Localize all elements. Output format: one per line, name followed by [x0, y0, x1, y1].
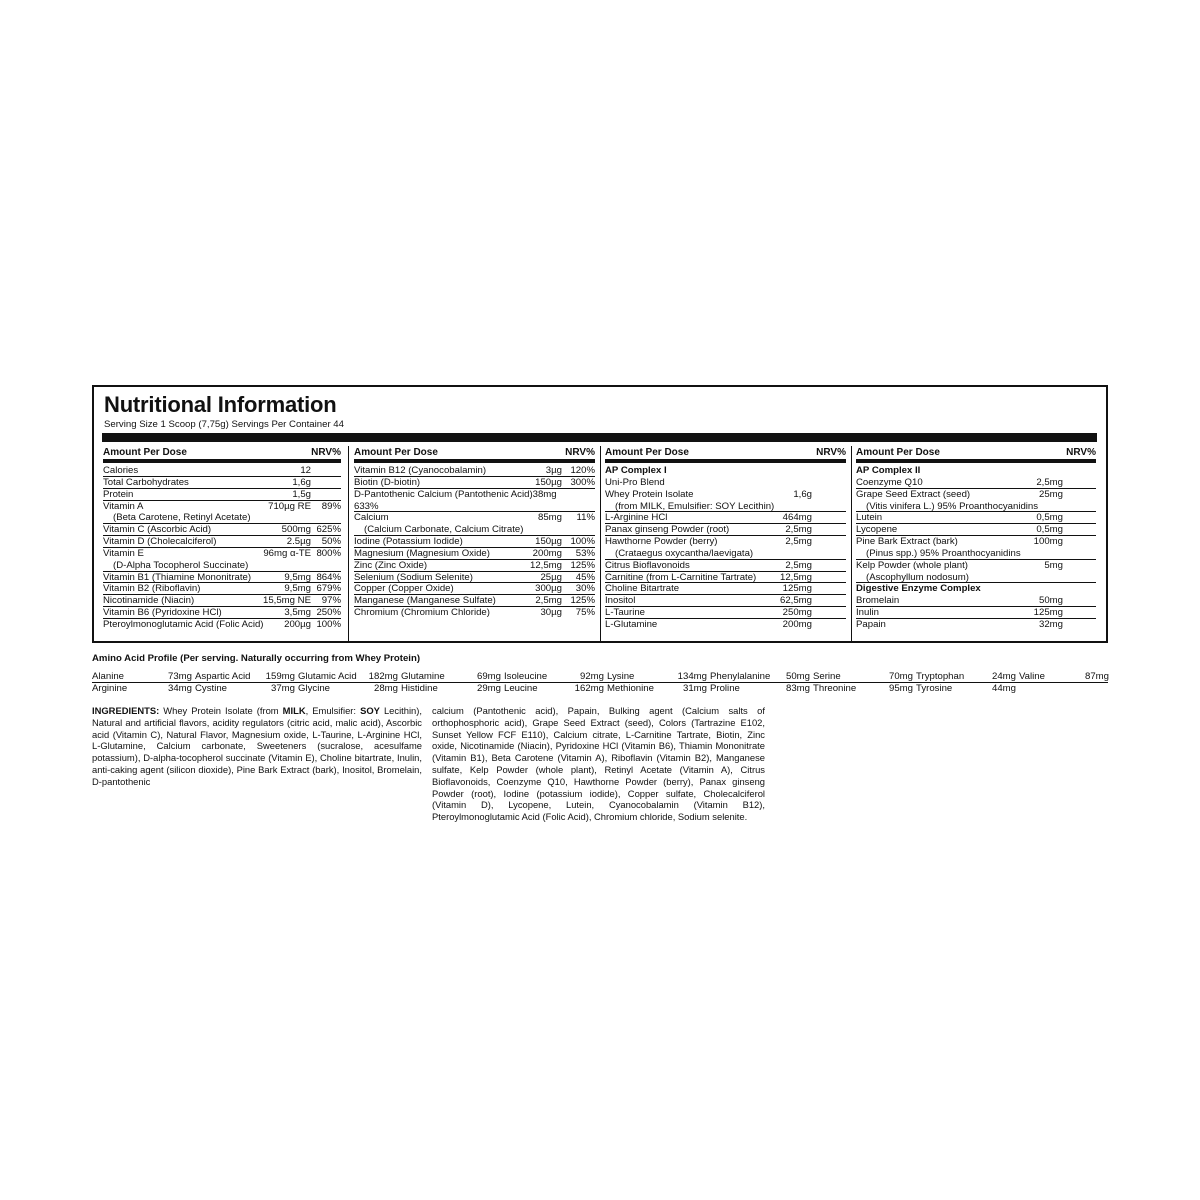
nutrient-name: Carnitine (from L-Carnitine Tartrate): [605, 571, 757, 583]
amino-acid-amount: 83mg: [786, 683, 810, 694]
amino-acid-cell: [401, 671, 504, 682]
ingredients-label: INGREDIENTS:: [92, 705, 160, 716]
amino-acid-name: Phenylalanine: [710, 671, 771, 682]
nutrient-name: (D-Alpha Tocopherol Succinate): [113, 559, 249, 571]
amino-acid-name: Proline: [710, 683, 740, 694]
amino-acid-cell: [92, 671, 195, 682]
nutrient-name: L-Taurine: [605, 607, 645, 619]
nutrient-name: (Ascophyllum nodosum): [866, 571, 969, 583]
nutrient-name: Copper (Copper Oxide): [354, 583, 454, 595]
nutrient-amount: 710µg RE: [268, 500, 311, 512]
nutrient-amount: 2,5mg: [785, 536, 812, 548]
amino-acid-cell: [916, 683, 1019, 694]
nutrient-row: [103, 619, 341, 631]
nutrient-row: [856, 501, 1096, 513]
nutrient-nrv: 53%: [575, 547, 595, 559]
amino-acid-amount: 182mg: [368, 671, 398, 682]
nutrient-nrv: 800%: [316, 547, 341, 559]
column-vitamins: [103, 446, 341, 631]
nutrient-name: Papain: [856, 618, 886, 630]
nutrient-nrv: 864%: [316, 571, 341, 583]
nutrient-name: Vitamin B1 (Thiamine Mononitrate): [103, 571, 252, 583]
amino-acid-name: Glutamic Acid: [298, 671, 357, 682]
nutrient-amount: 150µg: [535, 536, 562, 548]
nutrient-row: [354, 560, 595, 572]
amino-acid-amount: 92mg: [580, 671, 604, 682]
nutrient-name: (Pinus spp.) 95% Proanthocyanidins: [866, 547, 1021, 559]
nutrient-name: L-Arginine HCl: [605, 512, 668, 524]
nutrient-name: Vitamin D (Cholecalciferol): [103, 536, 217, 548]
nutrient-row: [103, 560, 341, 572]
nutrient-amount: 2,5mg: [1036, 476, 1063, 488]
nutrient-row: [605, 595, 846, 607]
column-divider: [600, 446, 601, 642]
nutrient-amount: 12: [300, 465, 311, 476]
nutrient-row: [856, 536, 1096, 548]
nutrient-amount: 0,5mg: [1036, 524, 1063, 536]
nutrient-amount: 1,6g: [292, 476, 311, 488]
amino-acid-name: Isoleucine: [504, 671, 548, 682]
nutrient-nrv: 11%: [576, 512, 595, 524]
nutrient-row: [856, 560, 1096, 572]
nutrient-amount: 9,5mg: [284, 571, 311, 583]
nutrient-amount: 3,5mg: [284, 607, 311, 619]
nutrient-nrv: 625%: [316, 524, 341, 536]
nutrient-nrv: 300%: [570, 476, 595, 488]
amino-acid-cell: [916, 671, 1019, 682]
nutrient-amount: 250mg: [782, 607, 812, 619]
nutrient-nrv: 50%: [321, 536, 341, 548]
amino-acid-cell: [607, 671, 710, 682]
nutrient-amount: 32mg: [1039, 618, 1063, 630]
nutrient-name: Inositol: [605, 595, 636, 607]
nutrient-row: [605, 572, 846, 584]
amino-acid-name: Methionine: [607, 683, 654, 694]
nutrient-amount: 0,5mg: [1036, 512, 1063, 524]
amino-acid-name: Serine: [813, 671, 841, 682]
nutrient-row: [605, 619, 846, 631]
nutrient-name: Vitamin E: [103, 547, 144, 559]
nutrient-row: [856, 619, 1096, 631]
nutrient-name: Citrus Bioflavonoids: [605, 559, 690, 571]
nutrient-name: Vitamin A: [103, 500, 144, 512]
nutrient-amount: 25mg: [1039, 488, 1063, 500]
column-divider: [851, 446, 852, 642]
nutrient-name: Panax ginseng Powder (root): [605, 524, 730, 536]
nutrient-row: [605, 536, 846, 548]
allergen-soy: SOY: [360, 705, 380, 716]
nutrient-row: [354, 489, 595, 501]
nutrient-row: [354, 595, 595, 607]
amino-acid-cell: [607, 683, 710, 694]
nutrient-amount: 300µg: [535, 583, 562, 595]
nutrient-amount: 12,5mg: [530, 559, 562, 571]
nutrient-amount: 15,5mg NE: [263, 595, 311, 607]
nutrient-name: 633%: [354, 500, 379, 512]
nutrient-nrv: 125%: [570, 559, 595, 571]
allergen-milk: MILK: [282, 705, 306, 716]
header-amount: Amount Per Dose: [856, 447, 940, 458]
nutrient-name: Biotin (D-biotin): [354, 476, 421, 488]
nutrient-row: [354, 512, 595, 524]
column-header: [354, 446, 595, 463]
nutrient-row: [103, 477, 341, 489]
amino-acid-cell: [195, 683, 298, 694]
nutrient-name: (Vitis vinifera L.) 95% Proanthocyanidins: [866, 500, 1039, 512]
amino-acid-row: [92, 683, 1108, 695]
nutrient-amount: 62,5mg: [780, 595, 812, 607]
nutrient-name: D-Pantothenic Calcium (Pantothenic Acid)38mg: [354, 488, 557, 500]
amino-acid-amount: 24mg: [992, 671, 1016, 682]
amino-acid-cell: [401, 683, 504, 694]
nutrient-name: Grape Seed Extract (seed): [856, 488, 971, 500]
nutrient-row: [856, 548, 1096, 560]
nutrient-nrv: 100%: [316, 618, 341, 630]
amino-acid-name: Valine: [1019, 671, 1045, 682]
amino-acid-name: Aspartic Acid: [195, 671, 251, 682]
nutrient-name: Selenium (Sodium Selenite): [354, 571, 473, 583]
nutrient-row: [605, 489, 846, 501]
amino-acid-cell: [1019, 671, 1112, 682]
page-title: Nutritional Information: [104, 392, 337, 417]
nutrient-nrv: 75%: [575, 607, 595, 619]
nutrient-row: [856, 583, 1096, 595]
nutrient-amount: 200mg: [782, 618, 812, 630]
nutrient-name: Nicotinamide (Niacin): [103, 595, 195, 607]
nutrient-row: [605, 501, 846, 513]
amino-acid-amount: 73mg: [168, 671, 192, 682]
nutrient-name: Chromium (Chromium Chloride): [354, 607, 490, 619]
amino-acid-name: Glutamine: [401, 671, 445, 682]
nutrient-name: Coenzyme Q10: [856, 476, 923, 488]
nutrient-nrv: 89%: [321, 500, 341, 512]
nutrient-amount: 2,5mg: [535, 595, 562, 607]
nutrient-nrv: 45%: [575, 571, 595, 583]
amino-acid-row: [92, 671, 1108, 683]
nutrient-name: (Beta Carotene, Retinyl Acetate): [113, 512, 251, 524]
header-amount: Amount Per Dose: [605, 447, 689, 458]
ingredients-left: [92, 705, 422, 788]
header-nrv: NRV%: [565, 447, 595, 458]
nutrient-name: Iodine (Potassium Iodide): [354, 536, 463, 548]
nutrient-row: [103, 548, 341, 560]
nutrient-row: [605, 548, 846, 560]
amino-acid-name: Cystine: [195, 683, 227, 694]
nutrient-name: Calcium: [354, 512, 389, 524]
nutrient-name: Hawthorne Powder (berry): [605, 536, 718, 548]
nutrient-amount: 125mg: [1033, 607, 1063, 619]
nutrient-row: [856, 524, 1096, 536]
amino-acid-amount: 95mg: [889, 683, 913, 694]
amino-acid-name: Tyrosine: [916, 683, 953, 694]
nutrient-amount: 50mg: [1039, 595, 1063, 607]
nutrient-row: [605, 607, 846, 619]
amino-acid-amount: 34mg: [168, 683, 192, 694]
amino-acid-cell: [298, 683, 401, 694]
nutrient-row: [354, 572, 595, 584]
nutrient-name: (Calcium Carbonate, Calcium Citrate): [364, 524, 524, 536]
nutrient-name: Uni-Pro Blend: [605, 476, 665, 488]
amino-acid-name: Lysine: [607, 671, 635, 682]
amino-acid-amount: 70mg: [889, 671, 913, 682]
column-ap-complex-2: [856, 446, 1096, 631]
nutrient-row: [103, 501, 341, 513]
amino-acid-name: Leucine: [504, 683, 538, 694]
amino-acid-cell: [710, 671, 813, 682]
nutrient-name: Total Carbohydrates: [103, 476, 189, 488]
nutrient-amount: 9,5mg: [284, 583, 311, 595]
header-nrv: NRV%: [1066, 447, 1096, 458]
nutrient-amount: 200µg: [284, 618, 311, 630]
nutrient-name: Manganese (Manganese Sulfate): [354, 595, 496, 607]
nutrient-name: Zinc (Zinc Oxide): [354, 559, 428, 571]
nutrient-amount: 464mg: [782, 512, 812, 524]
nutrient-row: [103, 607, 341, 619]
column-header: [605, 446, 846, 463]
nutrient-row: [103, 595, 341, 607]
nutrient-name: Kelp Powder (whole plant): [856, 559, 968, 571]
nutrient-amount: 1,6g: [793, 488, 812, 500]
header-nrv: NRV%: [816, 447, 846, 458]
header-amount: Amount Per Dose: [354, 447, 438, 458]
header-nrv: NRV%: [311, 447, 341, 458]
nutrient-name: (from MILK, Emulsifier: SOY Lecithin): [615, 500, 775, 512]
nutrient-nrv: 97%: [321, 595, 341, 607]
amino-acid-amount: 37mg: [271, 683, 295, 694]
nutrient-amount: 2,5mg: [785, 524, 812, 536]
nutrient-row: [103, 512, 341, 524]
nutrient-row: [354, 501, 595, 513]
nutrient-name: Vitamin B12 (Cyanocobalamin): [354, 465, 487, 476]
nutrient-amount: 25µg: [540, 571, 562, 583]
nutrient-row: [354, 477, 595, 489]
ingredients-text: Lecithin), Natural and artificial flavors, acidity regulators (citric acid, malic acid), Ascorbic acid (Vitamin C), Natural Flavor, Magnesium oxide, L-Taurine, L-Arginine HCl, L-Glutamine, Calcium carbonate, Sweeteners (sucralose, acesulfame potassium), D-alpha-tocopherol succinate (Vitamin E), Choline bitartrate, Inulin, anti-caking agent (silicon dioxide), Pine Bark Extract (bark), Inositol, Bromelain, D-pantothenic: [92, 705, 422, 787]
nutrient-row: [605, 583, 846, 595]
column-header: [103, 446, 341, 463]
nutrient-row: [354, 583, 595, 595]
amino-acid-cell: [504, 683, 607, 694]
nutrient-nrv: 125%: [570, 595, 595, 607]
nutrient-amount: 150µg: [535, 476, 562, 488]
amino-acid-name: Glycine: [298, 683, 330, 694]
nutrient-name: (Crataegus oxycantha/laevigata): [615, 547, 754, 559]
column-minerals: [354, 446, 595, 619]
column-divider: [348, 446, 349, 642]
nutrient-name: Pteroylmonoglutamic Acid (Folic Acid): [103, 618, 264, 630]
amino-acid-cell: [813, 671, 916, 682]
amino-acid-amount: 162mg: [574, 683, 604, 694]
nutrient-name: Choline Bitartrate: [605, 583, 680, 595]
nutrient-name: AP Complex II: [856, 465, 921, 476]
nutrient-row: [856, 465, 1096, 477]
nutrient-name: Pine Bark Extract (bark): [856, 536, 958, 548]
nutrient-row: [605, 465, 846, 477]
nutrient-row: [103, 489, 341, 501]
nutrient-nrv: 250%: [316, 607, 341, 619]
nutrient-name: Digestive Enzyme Complex: [856, 583, 981, 595]
nutrient-amount: 85mg: [538, 512, 562, 524]
ingredients-text: Whey Protein Isolate (from: [159, 705, 283, 716]
amino-acid-amount: 134mg: [677, 671, 707, 682]
nutrient-row: [605, 512, 846, 524]
nutrient-row: [605, 560, 846, 572]
amino-acid-name: Threonine: [813, 683, 857, 694]
nutrient-amount: 1,5g: [292, 488, 311, 500]
nutrient-amount: 96mg α-TE: [263, 547, 311, 559]
header-divider: [102, 433, 1097, 442]
nutrient-amount: 500mg: [281, 524, 311, 536]
amino-acid-cell: [710, 683, 813, 694]
amino-acid-amount: 29mg: [477, 683, 501, 694]
nutrient-amount: 100mg: [1033, 536, 1063, 548]
serving-info: Serving Size 1 Scoop (7,75g) Servings Per Container 44: [104, 419, 344, 430]
nutrient-name: AP Complex I: [605, 465, 667, 476]
nutrient-row: [103, 465, 341, 477]
nutrient-row: [856, 595, 1096, 607]
nutrient-name: Inulin: [856, 607, 879, 619]
nutrient-row: [354, 548, 595, 560]
ingredients-text: calcium (Pantothenic acid), Papain, Bulking agent (Calcium salts of orthophosphoric acid), Grape Seed Extract (seed), Colors (Tartrazine E102, Sunset Yellow FCF E110), Calcium citrate, L-Carnitine Tartrate, Biotin, Zinc oxide, Nicotinamide (Niacin), Pyridoxine HCl (Vitamin B6), Thiamin Mononitrate (Vitamin B1), Beta Carotene (Vitamin A), Riboflavin (Vitamin B2), Manganese sulfate, Kelp Powder (whole plant), Retinyl Acetate (Vitamin A), Citrus Bioflavonoids, Coenzyme Q10, Hawthorne Powder (berry), Panax ginseng Powder (root), Iodine (potassium iodide), Copper sulfate, Cholecalciferol (Vitamin D), Lycopene, Lutein, Cyanocobalamin (Vitamin B12), Pteroylmonoglutamic Acid (Folic Acid), Chromium chloride, Sodium selenite.: [432, 705, 765, 823]
nutrient-nrv: 120%: [570, 465, 595, 476]
nutrient-name: Lycopene: [856, 524, 898, 536]
nutrient-name: Calories: [103, 465, 139, 476]
amino-acid-cell: [813, 683, 916, 694]
amino-acid-amount: 44mg: [992, 683, 1016, 694]
nutrient-name: L-Glutamine: [605, 618, 658, 630]
nutrient-row: [103, 583, 341, 595]
amino-acid-amount: 50mg: [786, 671, 810, 682]
nutrient-nrv: 100%: [570, 536, 595, 548]
nutrient-amount: 125mg: [782, 583, 812, 595]
nutrient-name: Magnesium (Magnesium Oxide): [354, 547, 490, 559]
nutrient-amount: 2,5mg: [785, 559, 812, 571]
nutrient-name: Whey Protein Isolate: [605, 488, 694, 500]
amino-acid-amount: 31mg: [683, 683, 707, 694]
nutrient-row: [605, 524, 846, 536]
nutrient-amount: 200mg: [532, 547, 562, 559]
nutrient-row: [605, 477, 846, 489]
nutrient-row: [103, 524, 341, 536]
amino-acid-amount: 28mg: [374, 683, 398, 694]
amino-acid-name: Tryptophan: [916, 671, 965, 682]
nutrient-row: [856, 572, 1096, 584]
nutrient-amount: 3µg: [545, 465, 562, 476]
nutrient-row: [856, 477, 1096, 489]
nutrient-name: Vitamin B6 (Pyridoxine HCl): [103, 607, 222, 619]
amino-acid-name: Arginine: [92, 683, 128, 694]
nutrient-amount: 2.5µg: [286, 536, 311, 548]
amino-acid-cell: [195, 671, 298, 682]
nutrient-row: [103, 572, 341, 584]
nutrient-name: Vitamin B2 (Riboflavin): [103, 583, 201, 595]
ingredients-right: [432, 705, 765, 823]
nutrient-name: Bromelain: [856, 595, 900, 607]
nutrient-name: Vitamin C (Ascorbic Acid): [103, 524, 212, 536]
header-amount: Amount Per Dose: [103, 447, 187, 458]
nutrient-row: [103, 536, 341, 548]
amino-acid-amount: 159mg: [265, 671, 295, 682]
amino-acid-amount: 69mg: [477, 671, 501, 682]
nutrient-name: Protein: [103, 488, 134, 500]
nutrient-row: [354, 536, 595, 548]
amino-acid-amount: 87mg: [1085, 671, 1109, 682]
ingredients-text: , Emulsifier:: [305, 705, 361, 716]
amino-acid-name: Alanine: [92, 671, 125, 682]
nutrient-row: [354, 465, 595, 477]
nutrient-row: [856, 512, 1096, 524]
nutrient-row: [856, 607, 1096, 619]
nutrient-nrv: 30%: [575, 583, 595, 595]
amino-acid-cell: [298, 671, 401, 682]
nutrient-name: Lutein: [856, 512, 883, 524]
amino-acid-name: Histidine: [401, 683, 438, 694]
amino-acid-cell: [504, 671, 607, 682]
nutrient-amount: 5mg: [1044, 559, 1063, 571]
amino-acid-cell: [92, 683, 195, 694]
column-ap-complex-1: [605, 446, 846, 631]
amino-acid-title: Amino Acid Profile (Per serving. Naturally occurring from Whey Protein): [92, 653, 421, 664]
nutrient-row: [856, 489, 1096, 501]
column-header: [856, 446, 1096, 463]
nutrient-row: [354, 524, 595, 536]
nutrient-amount: 12,5mg: [780, 571, 812, 583]
nutrient-row: [354, 607, 595, 619]
nutrient-amount: 30µg: [540, 607, 562, 619]
nutrient-nrv: 679%: [316, 583, 341, 595]
